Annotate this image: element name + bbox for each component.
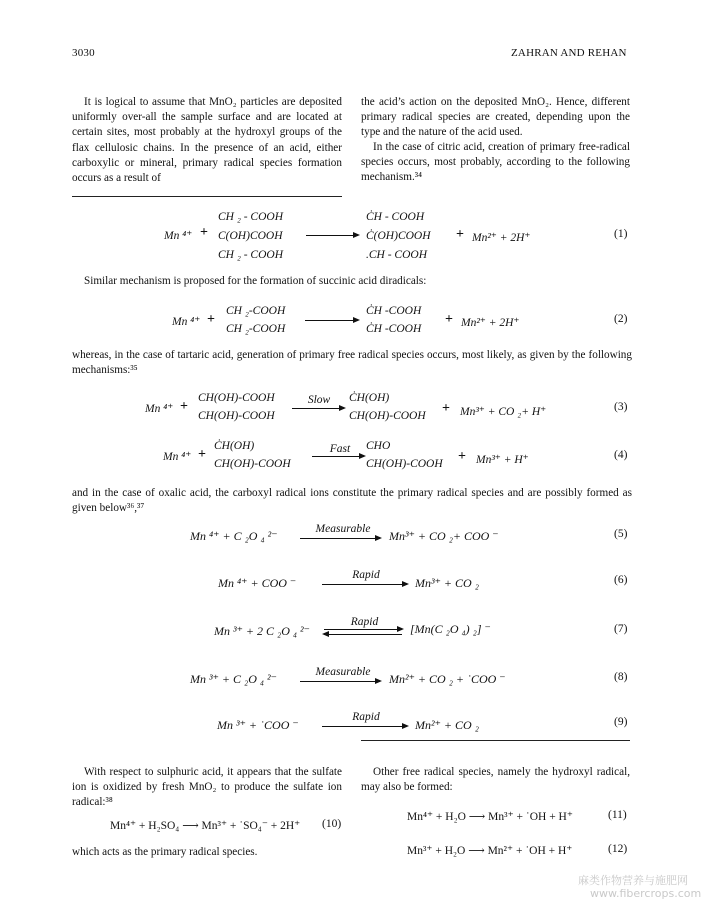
eq4-arrow: [312, 456, 364, 457]
column-rule-top: [72, 196, 342, 197]
eq2-product-line2: ĊH -COOH: [366, 323, 422, 335]
eq1-substrate-line2: C(OH)COOH: [218, 230, 283, 242]
eq12-text: Mn³⁺ + H₂O ⟶ Mn²⁺ + ˙OH + H⁺: [407, 845, 573, 857]
eq2-reactant: Mn ⁴⁺: [172, 316, 201, 328]
eq4-product-line2: CH(OH)-COOH: [366, 458, 443, 470]
eq8-arrow-label: Measurable: [315, 666, 371, 678]
eq1-substrate-line1: CH ₂ - COOH: [218, 211, 284, 223]
plus-sign: +: [442, 401, 450, 416]
eq8-number: (8): [614, 671, 628, 683]
eq6-arrow: [322, 584, 407, 585]
eq11-number: (11): [608, 809, 627, 821]
eq7-arrow-label: Rapid: [350, 616, 379, 628]
eq3-reactant: Mn ⁴⁺: [145, 403, 174, 415]
eq7-number: (7): [614, 623, 628, 635]
eq7-right: [Mn(C ₂O ₄) ₂] ⁻: [410, 622, 491, 636]
eq11-text: Mn⁴⁺ + H₂O ⟶ Mn³⁺ + ˙OH + H⁺: [407, 811, 573, 823]
eq4-extra: Mn³⁺ + H⁺: [476, 454, 529, 466]
paragraph-intro-right: the acid’s action on the deposited MnO₂. Hence, different primary radical species are created, depending upon the type and the nature of the acid used.: [361, 96, 630, 139]
eq1-substrate: [218, 208, 283, 265]
eq3-arrow: [292, 408, 344, 409]
eq4-substrate: [214, 437, 291, 473]
plus-sign: +: [180, 399, 188, 414]
eq4-substrate-line2: CH(OH)-COOH: [214, 458, 291, 470]
eq1-product-line3: .CH - COOH: [366, 249, 428, 261]
eq8-right: Mn²⁺ + CO ₂ + ˙COO ⁻: [389, 672, 506, 686]
eq3-product-line2: CH(OH)-COOH: [349, 410, 426, 422]
eq2-substrate: [226, 302, 285, 338]
eq6-left: Mn ⁴⁺ + COO ⁻: [218, 576, 297, 590]
eq1-number: (1): [614, 228, 628, 240]
eq1-arrow: [306, 235, 358, 236]
eq5-number: (5): [614, 528, 628, 540]
paragraph-succinic: Similar mechanism is proposed for the formation of succinic acid diradicals:: [84, 275, 427, 287]
eq2-extra: Mn²⁺ + 2H⁺: [461, 317, 520, 329]
plus-sign: +: [456, 227, 464, 242]
eq2-product-line1: ĊH -COOH: [366, 305, 422, 317]
plus-sign: +: [458, 449, 466, 464]
eq3-product-line1: ĊH(OH): [349, 392, 390, 404]
eq9-left: Mn ³⁺ + ˙COO ⁻: [217, 718, 299, 732]
eq1-reactant: Mn ⁴⁺: [164, 230, 193, 242]
eq6-number: (6): [614, 574, 628, 586]
eq9-arrow-label: Rapid: [352, 711, 380, 723]
running-head: ZAHRAN AND REHAN: [511, 47, 627, 59]
paragraph-tartaric: whereas, in the case of tartaric acid, generation of primary free radical species occurs, most likely, as given by the following mechanisms:³⁵: [72, 349, 632, 377]
eq4-arrow-label: Fast: [329, 443, 351, 455]
plus-sign: +: [207, 312, 215, 327]
eq4-product-line1: CHO: [366, 440, 391, 452]
eq1-extra: Mn²⁺ + 2H⁺: [472, 232, 531, 244]
eq5-arrow: [300, 538, 380, 539]
eq5-arrow-label: Measurable: [315, 523, 371, 535]
eq8-left: Mn ³⁺ + C ₂O ₄ ²⁻: [190, 672, 277, 686]
plus-sign: +: [445, 312, 453, 327]
page-number: 3030: [72, 47, 95, 59]
eq4-reactant: Mn ⁴⁺: [163, 451, 192, 463]
eq1-product-line2: Ċ(OH)COOH: [366, 230, 431, 242]
eq1-product: [366, 208, 431, 265]
eq2-substrate-line1: CH ₂-COOH: [226, 305, 286, 317]
eq7-left: Mn ³⁺ + 2 C ₂O ₄ ²⁻: [214, 624, 310, 638]
eq3-number: (3): [614, 401, 628, 413]
paragraph-citric-intro: In the case of citric acid, creation of primary free-radical species occurs, most probably, according to the following mechanism.³⁴: [361, 141, 630, 184]
eq10-number: (10): [322, 818, 342, 830]
eq2-number: (2): [614, 313, 628, 325]
eq9-number: (9): [614, 716, 628, 728]
paragraph-intro-left: It is logical to assume that MnO₂ particles are deposited uniformly over-all the sample surface and are located at certain sites, most probably at the hydroxyl groups of the flax cellulosic chains. In the presence of an acid, either carboxylic or mineral, primary radical species formation occurs as a result of: [72, 96, 342, 185]
paragraph-hydroxyl: Other free radical species, namely the hydroxyl radical, may also be formed:: [361, 766, 630, 794]
eq3-substrate-line2: CH(OH)-COOH: [198, 410, 275, 422]
plus-sign: +: [198, 447, 206, 462]
eq5-right: Mn³⁺ + CO ₂+ COO ⁻: [389, 529, 499, 543]
watermark-title: 麻类作物营养与施肥网: [578, 874, 688, 887]
plus-sign: +: [200, 225, 208, 240]
eq10-text: Mn⁴⁺ + H₂SO₄ ⟶ Mn³⁺ + ˙SO₄⁻ + 2H⁺: [110, 820, 301, 832]
eq4-product: [366, 437, 443, 473]
column-rule-bottom: [361, 740, 630, 741]
eq3-substrate: [198, 389, 275, 425]
eq2-arrow: [305, 320, 358, 321]
paragraph-sulphuric: With respect to sulphuric acid, it appears that the sulfate ion is oxidized by fresh MnO₂ to produce the sulfate ion radical:³⁸: [72, 766, 342, 809]
eq1-substrate-line3: CH ₂ - COOH: [218, 249, 284, 261]
eq4-number: (4): [614, 449, 628, 461]
paragraph-sulphuric-end: which acts as the primary radical species.: [72, 846, 258, 858]
eq7-arrow-forward: [324, 629, 402, 630]
eq1-product-line1: ĊH - COOH: [366, 211, 425, 223]
eq12-number: (12): [608, 843, 628, 855]
eq8-arrow: [300, 681, 380, 682]
eq3-extra: Mn³⁺ + CO ₂+ H⁺: [460, 406, 547, 418]
eq3-arrow-label: Slow: [307, 394, 331, 406]
eq9-right: Mn²⁺ + CO ₂: [415, 718, 479, 732]
paragraph-oxalic: and in the case of oxalic acid, the carboxyl radical ions constitute the primary radical species and are possibly formed as given below³⁶,³⁷: [72, 487, 632, 515]
eq2-substrate-line2: CH ₂-COOH: [226, 323, 286, 335]
eq6-arrow-label: Rapid: [352, 569, 380, 581]
eq7-arrow-reverse: [324, 634, 402, 635]
eq6-right: Mn³⁺ + CO ₂: [415, 576, 479, 590]
eq3-product: [349, 389, 426, 425]
eq2-product: [366, 302, 421, 338]
eq3-substrate-line1: CH(OH)-COOH: [198, 392, 275, 404]
eq9-arrow: [322, 726, 407, 727]
eq5-left: Mn ⁴⁺ + C ₂O ₄ ²⁻: [190, 529, 278, 543]
eq4-substrate-line1: ĊH(OH): [214, 440, 255, 452]
watermark-url: www.fibercrops.com: [590, 887, 702, 900]
